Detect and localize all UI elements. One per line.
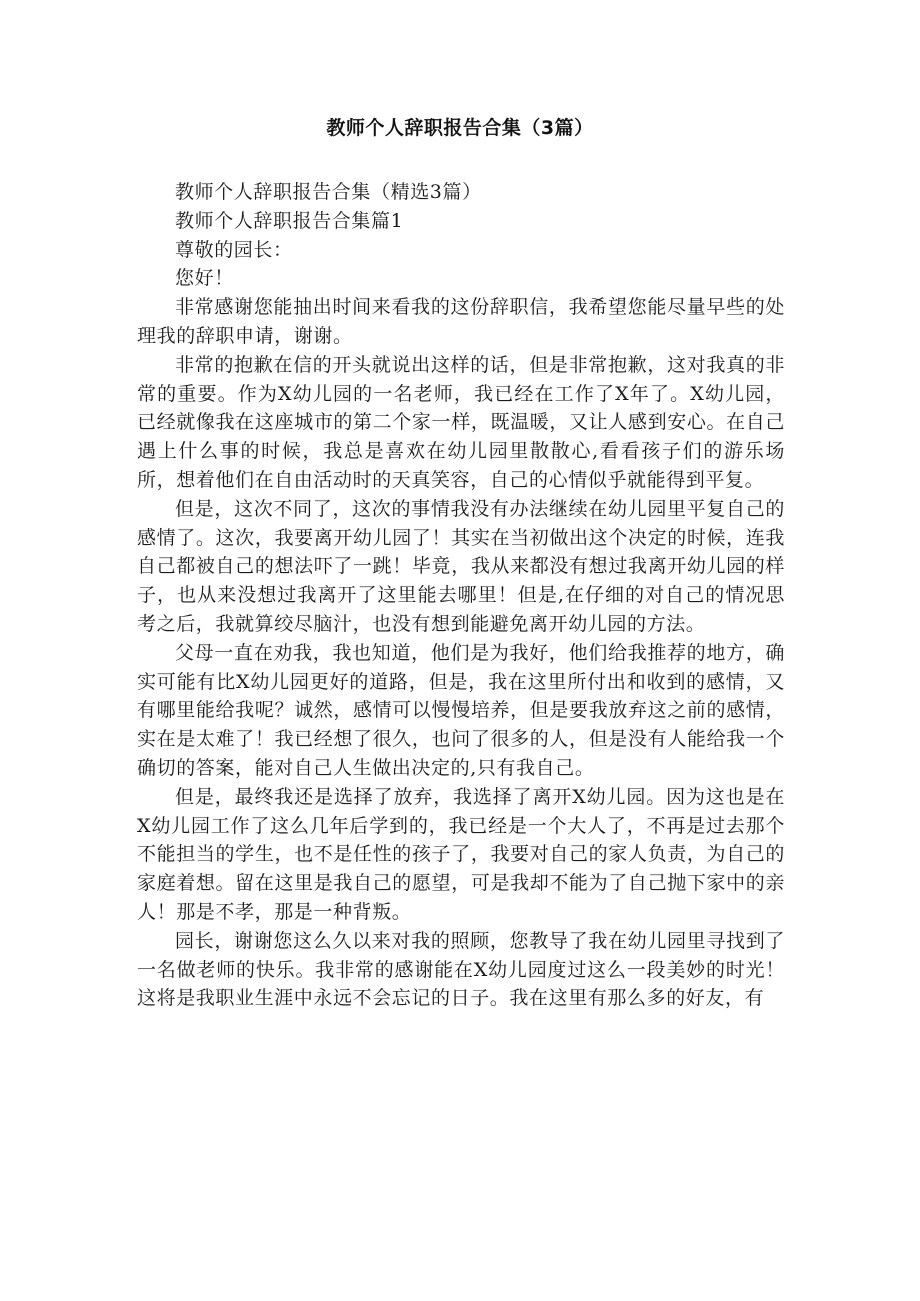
paragraph-body: 园长，谢谢您这么久以来对我的照顾，您教导了我在幼儿园里寻找到了一名做老师的快乐。我非常的感谢能在X幼儿园度过这么一段美妙的时光！这将是我职业生涯中永远不会忘记的日子。我在这里有那么多的好友，有 — [137, 929, 785, 1010]
paragraph-body: 父母一直在劝我，我也知道，他们是为我好，他们给我推荐的地方，确实可能有比X幼儿园更好的道路，但是，我在这里所付出和收到的感情，又有哪里能给我呢？诚然，感情可以慢慢培养，但是要我放弃这之前的感情，实在是太难了！我已经想了很久，也问了很多的人，但是没有人能给我一个确切的答案，能对自己人生做出决定的,只有我自己。 — [137, 641, 785, 779]
paragraph-body: 非常感谢您能抽出时间来看我的这份辞职信，我希望您能尽量早些的处理我的辞职申请，谢谢。 — [137, 296, 785, 347]
document-body — [137, 178, 785, 1013]
paragraph-section-heading: 教师个人辞职报告合集篇1 — [175, 209, 404, 232]
paragraph-body: 但是，最终我还是选择了放弃，我选择了离开X幼儿园。因为这也是在X幼儿园工作了这么几年后学到的，我已经是一个大人了，不再是过去那个不能担当的学生，也不是任性的孩子了，我要对自己的家人负责，为自己的家庭着想。留在这里是我自己的愿望，可是我却不能为了自己抛下家中的亲人！那是不孝，那是一种背叛。 — [137, 785, 785, 923]
paragraph-subtitle: 教师个人辞职报告合集（精选3篇） — [175, 181, 482, 203]
document-title: 教师个人辞职报告合集（3篇） — [326, 117, 594, 139]
paragraph-body: 非常的抱歉在信的开头就说出这样的话，但是非常抱歉，这对我真的非常的重要。作为X幼儿园的一名老师，我已经在工作了X年了。X幼儿园，已经就像我在这座城市的第二个家一样，既温暖，又让人感到安心。在自己遇上什么事的时候，我总是喜欢在幼儿园里散散心,看看孩子们的游乐场所，想着他们在自由活动时的天真笑容，自己的心情似乎就能得到平复。 — [137, 353, 785, 491]
paragraph-salutation: 尊敬的园长： — [175, 238, 293, 261]
paragraph-body: 但是，这次不同了，这次的事情我没有办法继续在幼儿园里平复自己的感情了。这次，我要离开幼儿园了！其实在当初做出这个决定的时候，连我自己都被自己的想法吓了一跳！毕竟，我从来都没有想过我离开幼儿园的样子，也从来没想过我离开了这里能去哪里！但是,在仔细的对自己的情况思考之后，我就算绞尽脑汁，也没有想到能避免离开幼儿园的方法。 — [137, 497, 785, 635]
paragraph-greeting: 您好！ — [175, 267, 234, 290]
